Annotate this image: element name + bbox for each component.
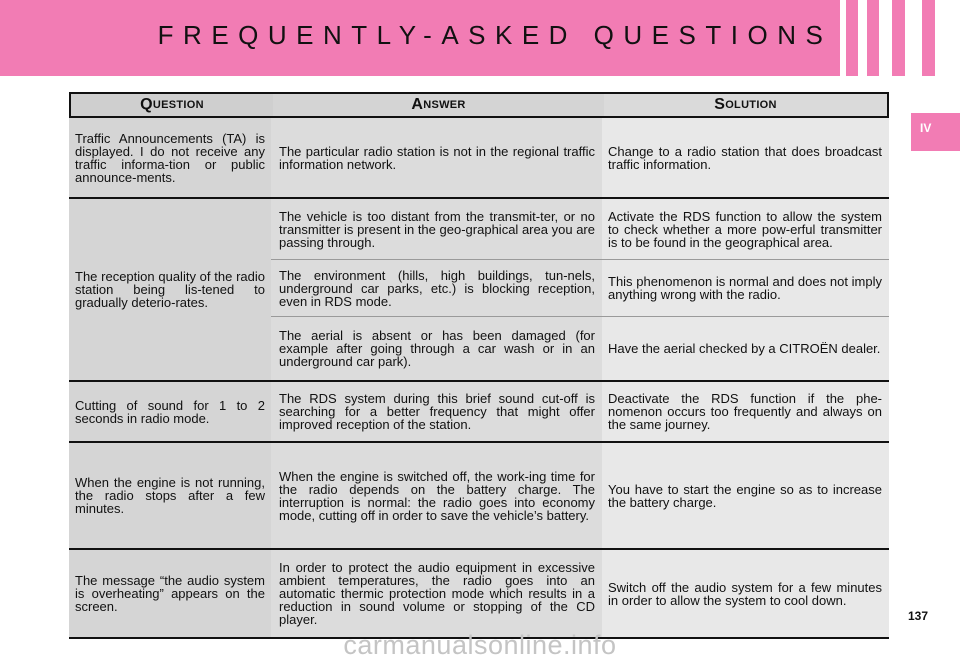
answer-solution-pair bbox=[271, 382, 889, 441]
solution-cell: This phenomenon is normal and does not imply anything wrong with the radio. bbox=[602, 260, 889, 316]
chapter-tab bbox=[911, 113, 960, 151]
page-number: 137 bbox=[908, 609, 929, 623]
answer-cell: When the engine is switched off, the work-ing time for the radio depends on the battery charge. The interruption is normal: the radio goes into economy mode, cutting off in order to save the vehicle’s battery. bbox=[271, 443, 602, 548]
faq-table-header bbox=[69, 92, 889, 118]
answer-solution-pair bbox=[271, 259, 889, 316]
answer-solution-pair bbox=[271, 199, 889, 259]
page-title: FREQUENTLY-ASKED QUESTIONS bbox=[157, 20, 833, 50]
answer-cell: The environment (hills, high buildings, tun-nels, underground car parks, etc.) is blocking reception, even in RDS mode. bbox=[271, 260, 602, 316]
table-row bbox=[69, 548, 889, 639]
answer-solution-pair bbox=[271, 118, 889, 197]
faq-table bbox=[69, 92, 889, 639]
table-row bbox=[69, 118, 889, 197]
margin-blank bbox=[911, 238, 960, 618]
table-row bbox=[69, 380, 889, 441]
solution-cell: Change to a radio station that does broadcast traffic information. bbox=[602, 118, 889, 197]
decorative-stripes bbox=[828, 0, 960, 76]
answer-cell: The vehicle is too distant from the transmit-ter, or no transmitter is present in the geo-graphical area you are passing through. bbox=[271, 199, 602, 259]
solution-cell: Switch off the audio system for a few minutes in order to allow the system to cool down. bbox=[602, 550, 889, 637]
solution-cell: Activate the RDS function to allow the system to check whether a more pow-erful transmitter is to be found in the geographical area. bbox=[602, 199, 889, 259]
solution-cell: You have to start the engine so as to increase the battery charge. bbox=[602, 443, 889, 548]
chapter-tab-label: IV bbox=[920, 121, 932, 135]
question-cell: The message “the audio system is overheating” appears on the screen. bbox=[69, 550, 271, 637]
question-cell: The reception quality of the radio station being lis-tened to gradually deterio-rates. bbox=[69, 199, 271, 380]
watermark: carmanualsonline.info bbox=[343, 630, 617, 660]
question-cell: When the engine is not running, the radio stops after a few minutes. bbox=[69, 443, 271, 548]
answer-solution-pair bbox=[271, 443, 889, 548]
answer-solution-pair bbox=[271, 316, 889, 380]
answer-solution-pair bbox=[271, 550, 889, 637]
column-header-solution: S OLUTION bbox=[604, 94, 887, 116]
solution-cell: Have the aerial checked by a CITROËN dealer. bbox=[602, 317, 889, 380]
answer-cell: In order to protect the audio equipment in excessive ambient temperatures, the radio goes into an automatic thermic protection mode which results in a reduction in sound volume or stopping of the CD player. bbox=[271, 550, 602, 637]
answer-cell: The aerial is absent or has been damaged (for example after going through a car wash or in an underground car park). bbox=[271, 317, 602, 380]
column-header-question: Q UESTION bbox=[71, 94, 273, 116]
header-banner bbox=[0, 0, 960, 76]
table-row bbox=[69, 197, 889, 380]
question-cell: Traffic Announcements (TA) is displayed. I do not receive any traffic informa-tion or public announce-ments. bbox=[69, 118, 271, 197]
answer-cell: The particular radio station is not in the regional traffic information network. bbox=[271, 118, 602, 197]
column-header-answer: A NSWER bbox=[273, 94, 604, 116]
answer-cell: The RDS system during this brief sound cut-off is searching for a better frequency that might offer improved reception of the station. bbox=[271, 382, 602, 441]
table-row bbox=[69, 441, 889, 548]
question-cell: Cutting of sound for 1 to 2 seconds in radio mode. bbox=[69, 382, 271, 441]
solution-cell: Deactivate the RDS function if the phe-nomenon occurs too frequently and always on the same journey. bbox=[602, 382, 889, 441]
